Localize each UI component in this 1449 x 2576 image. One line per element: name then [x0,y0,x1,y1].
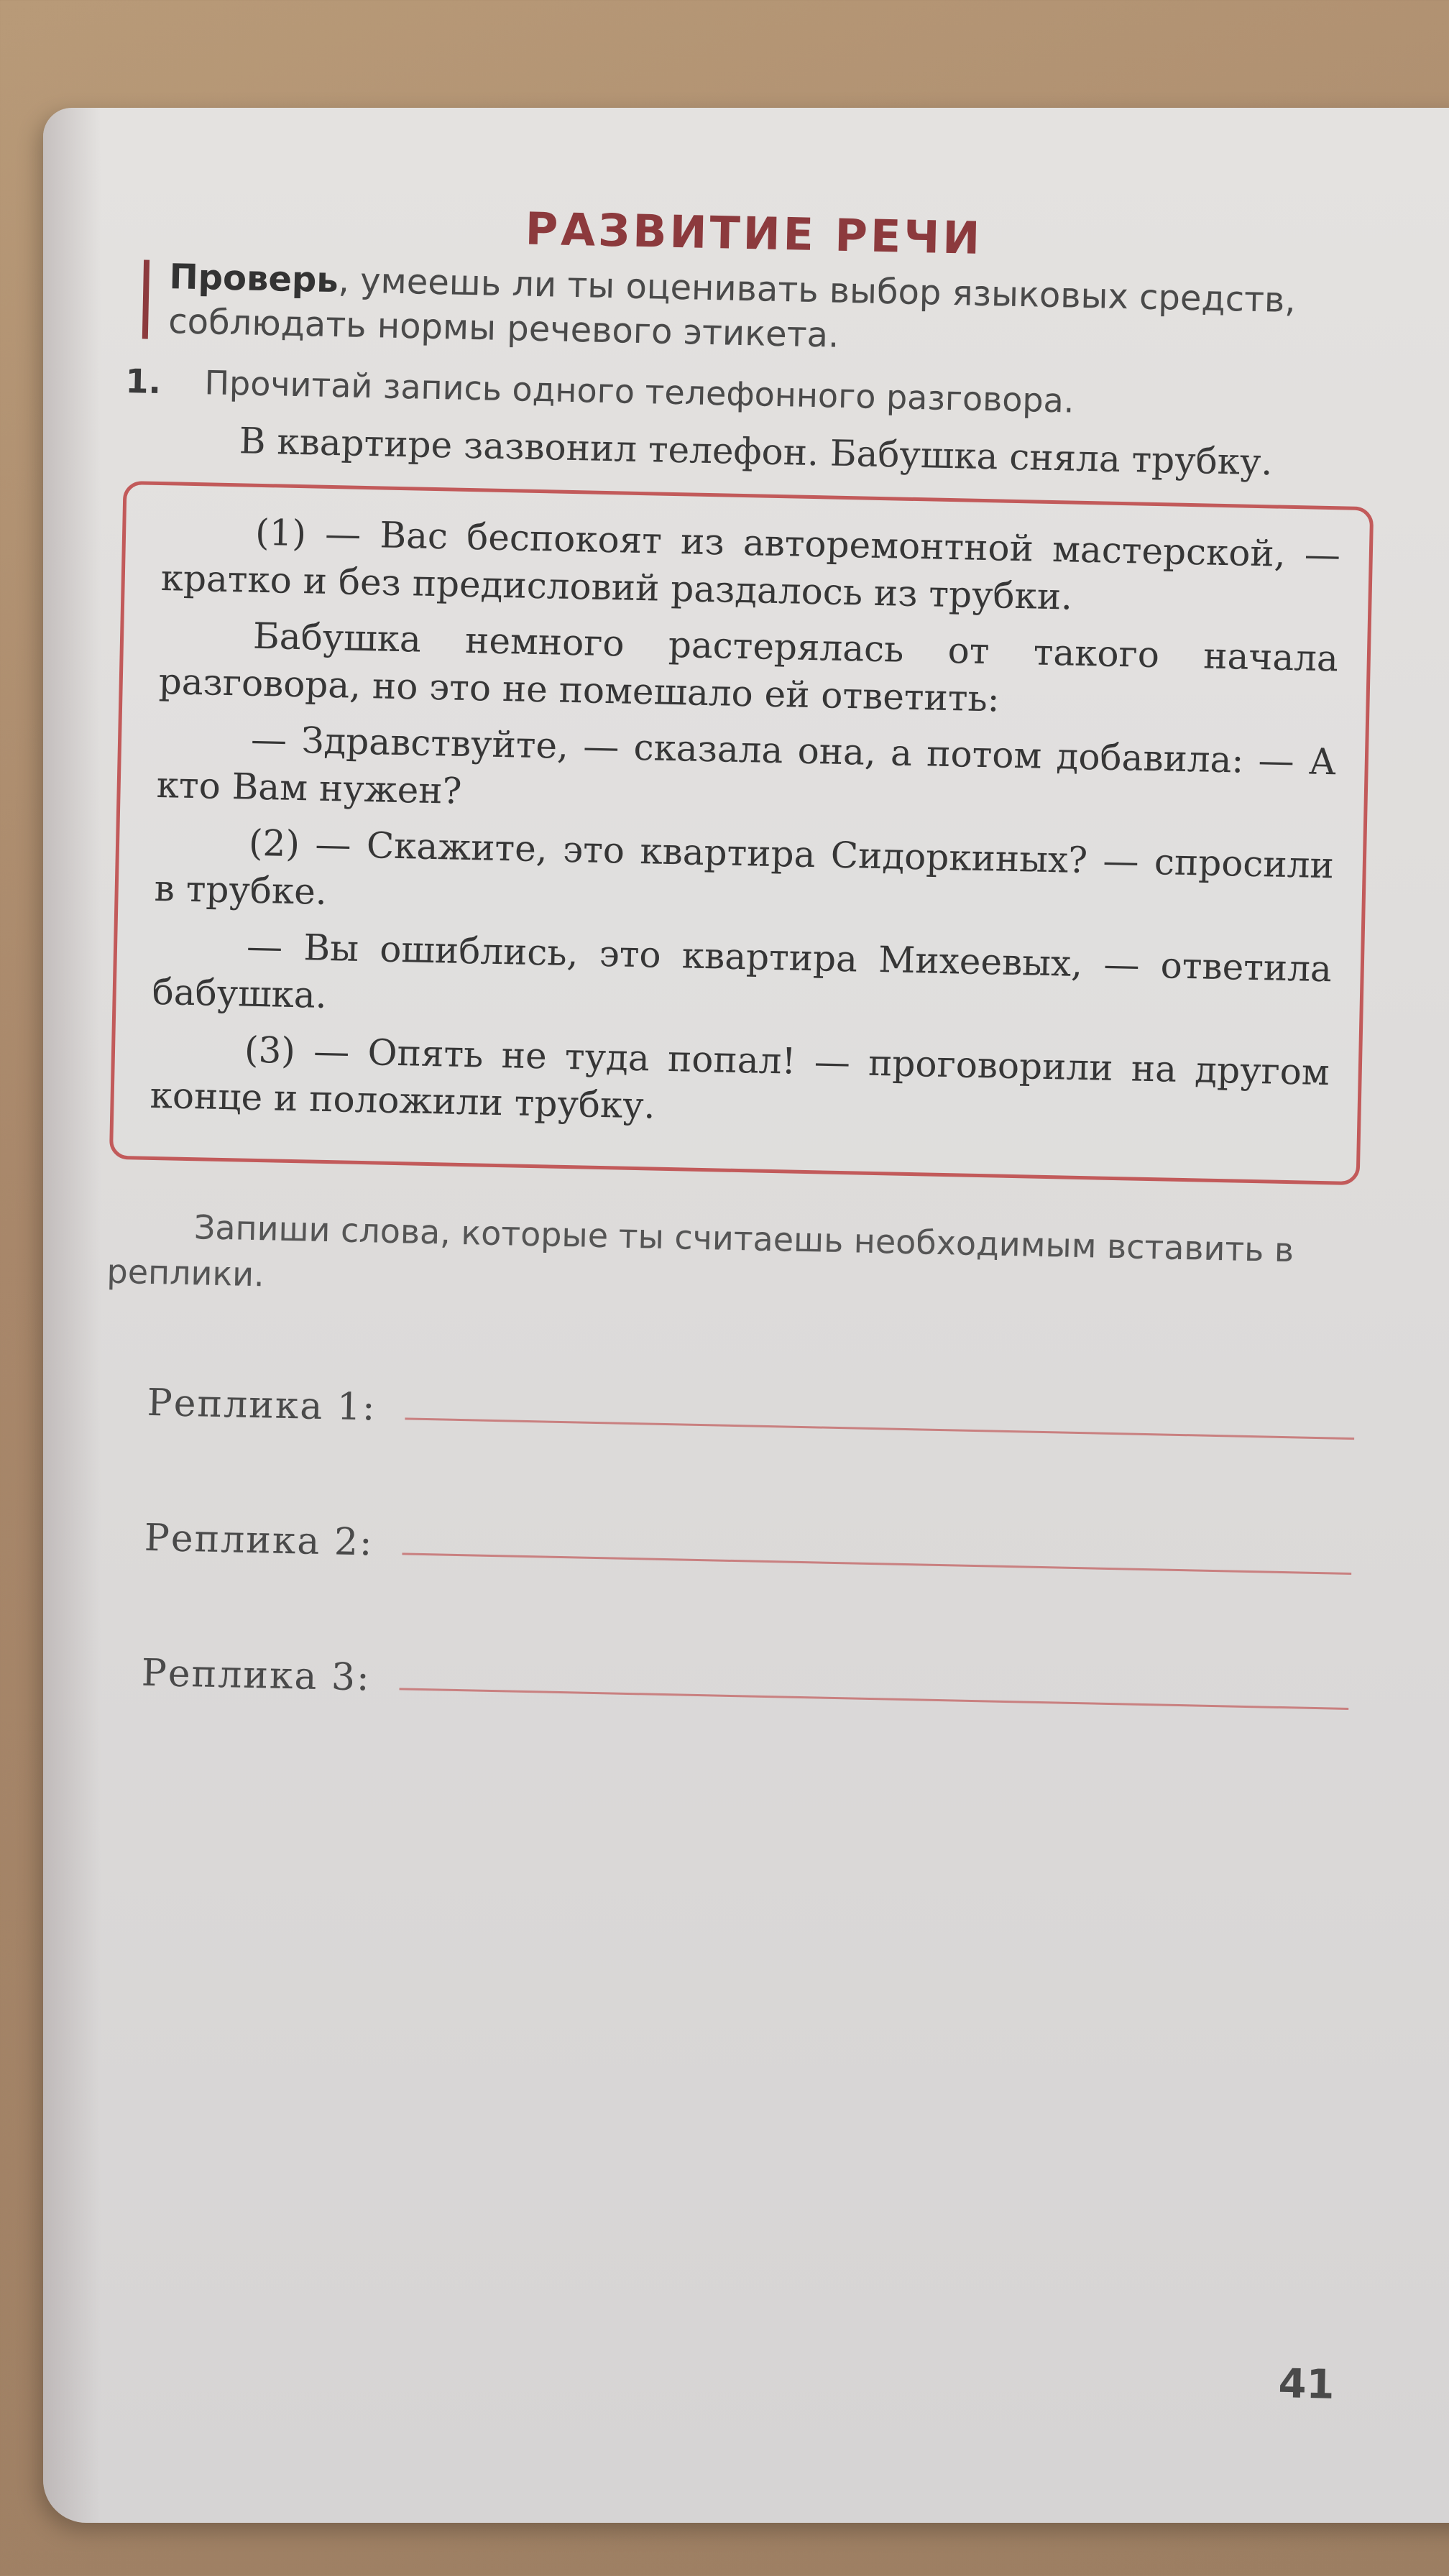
task-text: Прочитай запись одного телефонного разговора. [203,363,1075,420]
page-curl-shadow [43,108,101,2523]
answer-line-3 [141,1652,1349,1720]
check-text: , умеешь ли ты оценивать выбор языковых средств, соблюдать нормы речевого этикета. [167,260,1297,356]
check-keyword: Проверь [169,257,339,301]
textbook-page [43,108,1449,2523]
answer-line-2 [144,1517,1352,1585]
answer-label-2: Реплика 2: [144,1516,374,1565]
dialog-line-6: (3) — Опять не туда попал! — проговорили на другом конце и положили трубку. [150,1029,1330,1127]
check-statement [126,254,1379,369]
page-number: 41 [1277,2360,1335,2409]
dialog-line-3: — Здравствуйте, — сказала она, а потом добавила: — А кто Вам нужен? [156,718,1337,812]
task-number: 1. [124,361,162,401]
answer-field-1[interactable] [405,1417,1354,1440]
answer-field-2[interactable] [402,1552,1351,1575]
answer-line-1 [147,1381,1355,1450]
instruction-text: Запиши слова, которые ты считаешь необходимым вставить в реплики. [106,1208,1294,1294]
section-title: РАЗВИТИЕ РЕЧИ [525,202,984,264]
dialog-box [109,481,1374,1185]
answer-label-1: Реплика 1: [147,1381,377,1430]
page-content [96,194,1380,2409]
dialog-line-5: — Вы ошиблись, это квартира Михеевых, — ответила бабушка. [152,925,1333,1016]
answer-field-3[interactable] [399,1687,1348,1710]
dialog-line-2: Бабушка немного растерялась от такого начала разговора, но это не помешало ей ответить: [158,615,1339,720]
answer-label-3: Реплика 3: [141,1651,372,1700]
dialog-line-1: (1) — Вас беспокоят из авторемонтной мастерской, — кратко и без предисловий раздалось из трубки. [160,511,1341,618]
intro-text: В квартире зазвонил телефон. Бабушка сняла трубку. [239,420,1273,484]
accent-bar [142,259,150,339]
dialog-line-4: (2) — Скажите, это квартира Сидоркиных? — спросили в трубке. [154,822,1335,913]
